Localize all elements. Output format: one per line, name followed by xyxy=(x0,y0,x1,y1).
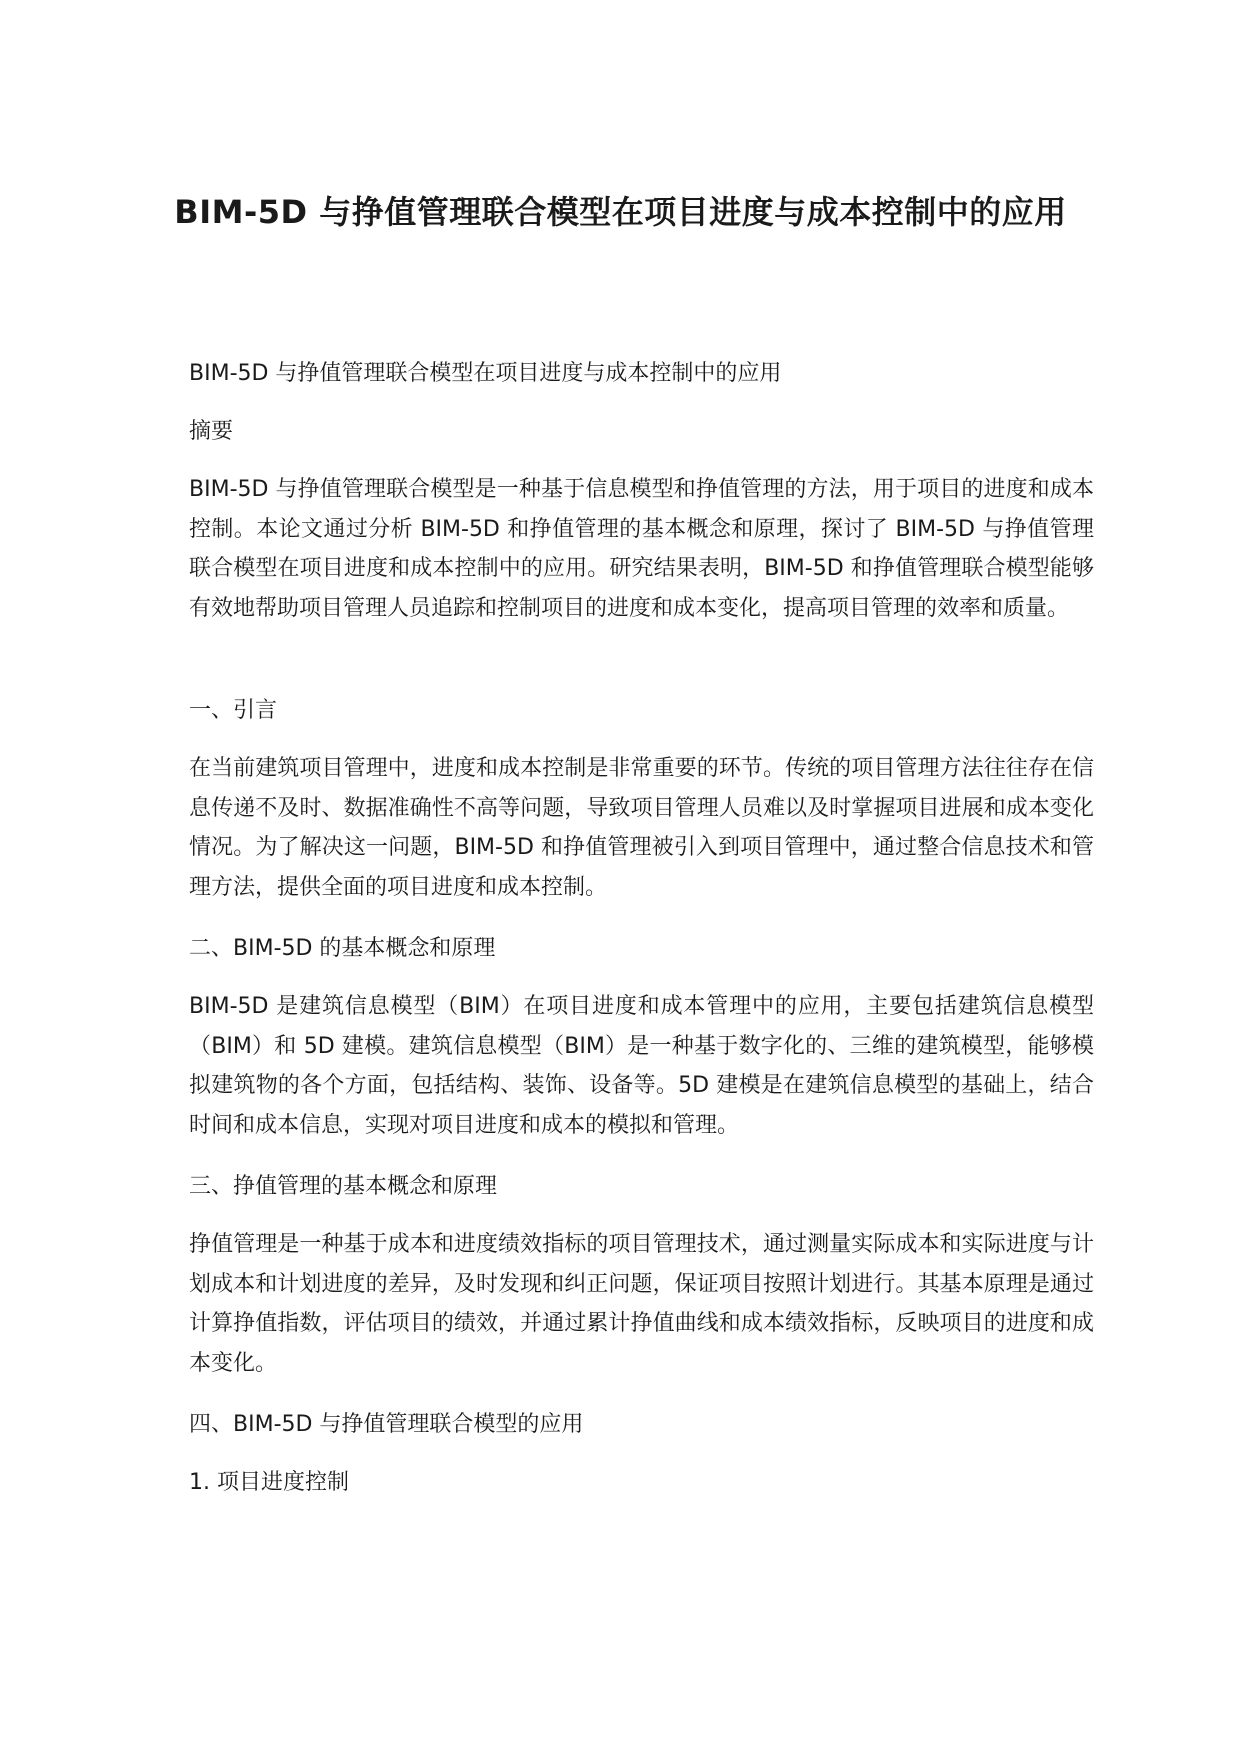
section-heading-application: 四、BIM-5D 与挣值管理联合模型的应用 xyxy=(189,1412,584,1437)
abstract-paragraph: BIM-5D 与挣值管理联合模型是一种基于信息模型和挣值管理的方法，用于项目的进度和成本控制。本论文通过分析 BIM-5D 和挣值管理的基本概念和原理，探讨了 BIM-5D 与挣值管理联合模型在项目进度和成本控制中的应用。研究结果表明，BIM-5D 和挣值管理联合模型能够有效地帮助项目管理人员追踪和控制项目的进度和成本变化，提高项目管理的效率和质量。 xyxy=(189,477,1094,621)
document-title: BIM-5D 与挣值管理联合模型在项目进度与成本控制中的应用 xyxy=(174,193,1067,231)
section-heading-bim5d: 二、BIM-5D 的基本概念和原理 xyxy=(189,936,496,961)
abstract-heading: 摘要 xyxy=(189,419,234,444)
section-heading-introduction: 一、引言 xyxy=(189,698,278,723)
subtitle-paragraph: BIM-5D 与挣值管理联合模型在项目进度与成本控制中的应用 xyxy=(189,361,782,386)
introduction-paragraph: 在当前建筑项目管理中，进度和成本控制是非常重要的环节。传统的项目管理方法往往存在信息传递不及时、数据准确性不高等问题，导致项目管理人员难以及时掌握项目进展和成本变化情况。为了解决这一问题，BIM-5D 和挣值管理被引入到项目管理中，通过整合信息技术和管理方法，提供全面的项目进度和成本控制。 xyxy=(189,756,1094,900)
earned-value-paragraph: 挣值管理是一种基于成本和进度绩效指标的项目管理技术，通过测量实际成本和实际进度与计划成本和计划进度的差异，及时发现和纠正问题，保证项目按照计划进行。其基本原理是通过计算挣值指数，评估项目的绩效，并通过累计挣值曲线和成本绩效指标，反映项目的进度和成本变化。 xyxy=(189,1232,1094,1376)
bim5d-paragraph: BIM-5D 是建筑信息模型（BIM）在项目进度和成本管理中的应用，主要包括建筑信息模型（BIM）和 5D 建模。建筑信息模型（BIM）是一种基于数字化的、三维的建筑模型，能够模拟建筑物的各个方面，包括结构、装饰、设备等。5D 建模是在建筑信息模型的基础上，结合时间和成本信息，实现对项目进度和成本的模拟和管理。 xyxy=(189,994,1094,1138)
subsection-heading-schedule-control: 1. 项目进度控制 xyxy=(189,1470,349,1495)
section-heading-earned-value: 三、挣值管理的基本概念和原理 xyxy=(189,1174,498,1199)
